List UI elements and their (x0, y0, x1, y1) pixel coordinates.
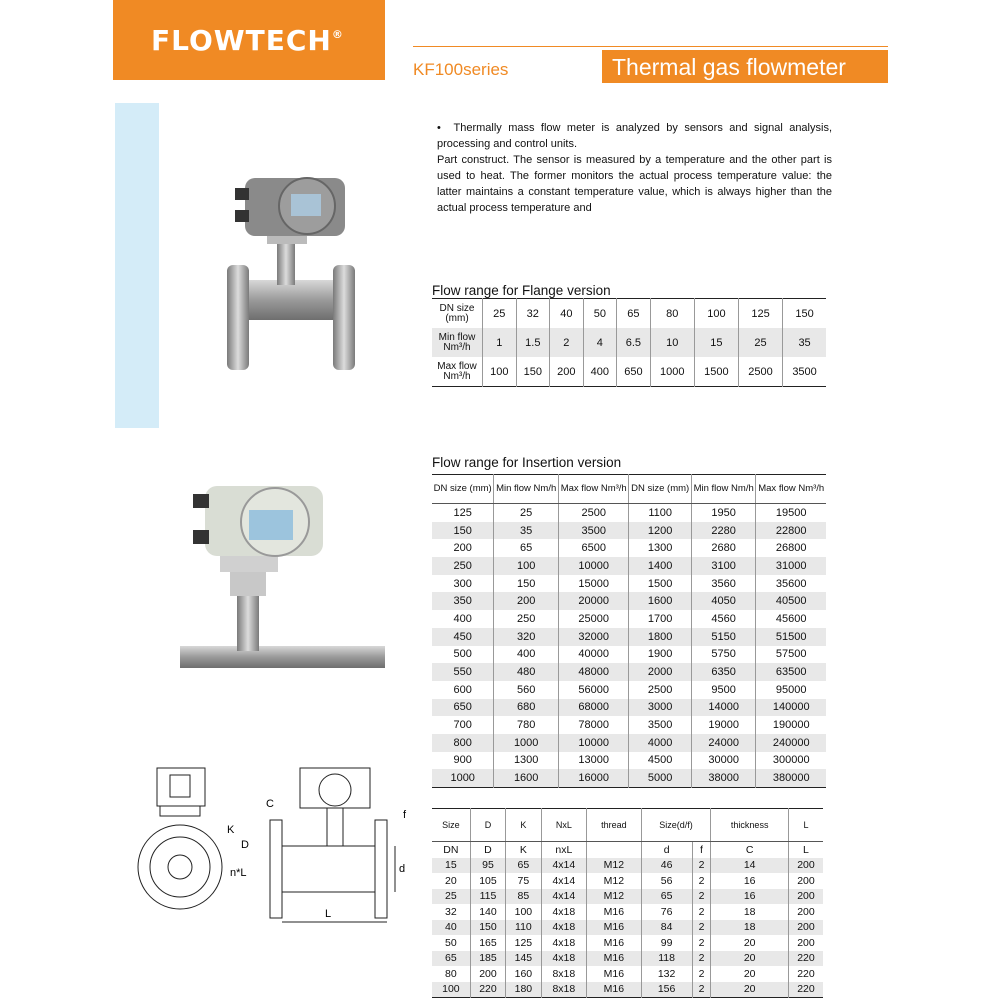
subheader-cell (587, 842, 642, 858)
table-cell: 200 (788, 858, 823, 874)
table-cell: 13000 (558, 752, 629, 770)
table-cell: 56 (641, 873, 692, 889)
column-header: NxL (541, 809, 586, 842)
table-cell: M16 (587, 920, 642, 936)
table-cell: 220 (788, 966, 823, 982)
table-cell: 550 (453, 666, 472, 679)
table-cell: 500 (453, 648, 472, 661)
table-cell: 2000 (629, 663, 691, 681)
table-cell: 1600 (629, 592, 691, 610)
table-cell: 4x14 (541, 873, 586, 889)
table-cell: 4 (583, 328, 617, 357)
table-cell: 20 (711, 935, 789, 951)
table-cell: 200 (788, 873, 823, 889)
row-label: Max flow Nm³/h (437, 360, 477, 382)
table-cell: 105 (470, 873, 505, 889)
table-row (432, 610, 826, 628)
column-header: Size (432, 809, 470, 842)
column-header: thickness (711, 809, 789, 842)
flange-flowmeter-image (215, 160, 365, 375)
table-cell: 2 (692, 889, 711, 905)
table-cell: 5150 (691, 628, 756, 646)
table-cell: 180 (506, 982, 541, 998)
table-cell: 26800 (756, 539, 826, 557)
column-header: Min flow Nm/h (691, 475, 756, 504)
table-row (432, 357, 826, 387)
table-cell: 700 (453, 719, 472, 732)
table-cell: 2500 (738, 357, 782, 387)
table-cell: 3500 (629, 716, 691, 734)
table-row (432, 889, 823, 905)
table-cell: 156 (641, 982, 692, 998)
subheader-cell: DN (443, 843, 459, 856)
table-cell: 20000 (558, 592, 629, 610)
label-l: L (325, 908, 332, 920)
intro-paragraph-1: • Thermally mass flow meter is analyzed by sensors and signal analysis, processing and control units. (437, 122, 832, 150)
flange-flow-table (432, 298, 826, 387)
intro-paragraph-2: Part construct. The sensor is measured by a temperature and the other part is used to heat. The former monitors the actual process temperature value: the latter maintains a constant temperature value, which is always higher than the actual process temperature and (437, 154, 832, 214)
table-cell: M16 (587, 966, 642, 982)
table-cell: 8x18 (541, 982, 586, 998)
dimension-table (432, 808, 823, 998)
table-cell: 3500 (558, 522, 629, 540)
table-row (432, 575, 826, 593)
table-row (432, 935, 823, 951)
table-cell: 15 (694, 328, 738, 357)
product-description (437, 120, 832, 216)
column-header: Min flow Nm/h (494, 475, 559, 504)
table-cell: 14 (711, 858, 789, 874)
table-row (432, 592, 826, 610)
table-cell: 16 (711, 873, 789, 889)
subheader-cell: f (692, 842, 711, 858)
table-cell: 84 (641, 920, 692, 936)
table-cell: 56000 (558, 681, 629, 699)
table-cell: 40 (445, 921, 457, 934)
table-cell: 1100 (629, 504, 691, 522)
table-cell: 20 (711, 951, 789, 967)
table-cell: 4560 (691, 610, 756, 628)
subheader-cell: K (506, 842, 541, 858)
table-cell: 100 (442, 983, 460, 996)
column-header: D (470, 809, 505, 842)
table-row (432, 663, 826, 681)
table-cell: 10 (650, 328, 694, 357)
table-cell: 4x14 (541, 858, 586, 874)
table-cell: 145 (506, 951, 541, 967)
table-cell: 650 (617, 357, 651, 387)
table-row (432, 522, 826, 540)
table-cell: 150 (783, 299, 826, 329)
table-cell: 140000 (756, 699, 826, 717)
table-cell: 50 (445, 936, 457, 949)
table-cell: 4000 (629, 734, 691, 752)
table-cell: 100 (694, 299, 738, 329)
label-nl: n*L (230, 867, 247, 879)
table-cell: 95 (470, 858, 505, 874)
table-cell: 150 (470, 920, 505, 936)
table-cell: 25 (738, 328, 782, 357)
column-header: thread (587, 809, 642, 842)
column-header: Max flow Nm³/h (558, 475, 629, 504)
table-row (432, 752, 826, 770)
table-cell: 1 (483, 328, 517, 357)
table-cell: 22800 (756, 522, 826, 540)
table-cell: 480 (494, 663, 559, 681)
table-cell: 150 (494, 575, 559, 593)
table-cell: M12 (587, 889, 642, 905)
table-row (432, 734, 826, 752)
table-cell: 85 (506, 889, 541, 905)
table-cell: 18 (711, 920, 789, 936)
table-cell: 380000 (756, 769, 826, 787)
table-cell: 25 (483, 299, 517, 329)
table-cell: 2280 (691, 522, 756, 540)
table-cell: 25000 (558, 610, 629, 628)
table-cell: 2 (692, 858, 711, 874)
table-row (432, 769, 826, 787)
table-cell: 1300 (494, 752, 559, 770)
table-cell: 1200 (629, 522, 691, 540)
series-label: KF100series (413, 60, 509, 79)
table-cell: 4x18 (541, 904, 586, 920)
table-cell: 780 (494, 716, 559, 734)
flange-section-title: Flow range for Flange version (432, 283, 611, 298)
table-cell: 4500 (629, 752, 691, 770)
table-cell: 125 (738, 299, 782, 329)
table-cell: 2500 (629, 681, 691, 699)
table-cell: 320 (494, 628, 559, 646)
row-label: DN size (mm) (439, 302, 475, 324)
table-cell: M12 (587, 858, 642, 874)
table-cell: M16 (587, 982, 642, 998)
table-cell: 63500 (756, 663, 826, 681)
label-c: C (266, 798, 274, 810)
table-cell: 185 (470, 951, 505, 967)
table-cell: 46 (641, 858, 692, 874)
table-row (432, 646, 826, 664)
table-cell: 3500 (783, 357, 826, 387)
table-cell: 57500 (756, 646, 826, 664)
subheader-cell: d (641, 842, 692, 858)
table-cell: 125 (453, 506, 472, 519)
column-header: Size(d/f) (641, 809, 711, 842)
table-cell: 40 (550, 299, 584, 329)
table-cell: 50 (583, 299, 617, 329)
table-cell: 1500 (629, 575, 691, 593)
table-cell: 2 (692, 951, 711, 967)
table-cell: 4x14 (541, 889, 586, 905)
table-cell: 2 (692, 904, 711, 920)
table-cell: 16 (711, 889, 789, 905)
table-cell: 350 (453, 595, 472, 608)
table-cell: 19500 (756, 504, 826, 522)
title-banner (602, 50, 888, 83)
table-cell: 18 (711, 904, 789, 920)
table-cell: 65 (641, 889, 692, 905)
table-cell: 200 (788, 920, 823, 936)
table-cell: 2 (692, 966, 711, 982)
table-cell: 800 (453, 736, 472, 749)
label-f: f (403, 809, 407, 821)
table-cell: 2 (692, 982, 711, 998)
table-cell: 200 (788, 889, 823, 905)
table-cell: 1950 (691, 504, 756, 522)
table-cell: 19000 (691, 716, 756, 734)
table-cell: 1.5 (516, 328, 550, 357)
table-cell: 99 (641, 935, 692, 951)
table-header-row (432, 809, 823, 842)
table-cell: 2 (692, 920, 711, 936)
table-header-row (432, 475, 826, 504)
table-row (432, 699, 826, 717)
table-cell: 1800 (629, 628, 691, 646)
table-cell: 95000 (756, 681, 826, 699)
subheader-cell: L (788, 842, 823, 858)
table-cell: 900 (453, 754, 472, 767)
table-cell: 16000 (558, 769, 629, 787)
table-cell: 35600 (756, 575, 826, 593)
insertion-flowmeter-image (175, 478, 395, 678)
table-cell: 45600 (756, 610, 826, 628)
table-cell: 51500 (756, 628, 826, 646)
table-cell: 400 (453, 612, 472, 625)
table-cell: 4x18 (541, 951, 586, 967)
table-cell: 200 (788, 935, 823, 951)
table-cell: 6500 (558, 539, 629, 557)
table-cell: 40000 (558, 646, 629, 664)
product-title: Thermal gas flowmeter (612, 54, 846, 80)
table-row (432, 328, 826, 357)
table-row (432, 504, 826, 522)
table-cell: 2500 (558, 504, 629, 522)
table-cell: 1000 (650, 357, 694, 387)
table-cell: 150 (453, 524, 472, 537)
table-cell: 650 (453, 701, 472, 714)
table-cell: 160 (506, 966, 541, 982)
table-row (432, 873, 823, 889)
table-cell: 220 (470, 982, 505, 998)
table-cell: 20 (711, 982, 789, 998)
table-cell: 6350 (691, 663, 756, 681)
table-cell: 9500 (691, 681, 756, 699)
table-cell: M16 (587, 904, 642, 920)
table-cell: 100 (494, 557, 559, 575)
table-cell: 240000 (756, 734, 826, 752)
table-cell: 25 (445, 890, 457, 903)
table-cell: 600 (453, 683, 472, 696)
table-cell: M16 (587, 951, 642, 967)
table-cell: 1000 (494, 734, 559, 752)
table-cell: 32 (445, 905, 457, 918)
table-row (432, 628, 826, 646)
table-cell: 200 (788, 904, 823, 920)
table-cell: M12 (587, 873, 642, 889)
table-cell: 5000 (629, 769, 691, 787)
subheader-cell: C (711, 842, 789, 858)
table-cell: 14000 (691, 699, 756, 717)
column-header: L (788, 809, 823, 842)
table-cell: 38000 (691, 769, 756, 787)
table-cell: 250 (453, 559, 472, 572)
table-cell: 132 (641, 966, 692, 982)
table-cell: 1700 (629, 610, 691, 628)
table-cell: 75 (506, 873, 541, 889)
table-cell: 1500 (694, 357, 738, 387)
label-d-inner: d (399, 863, 406, 875)
table-cell: 25 (494, 504, 559, 522)
table-cell: 10000 (558, 557, 629, 575)
table-cell: 1400 (629, 557, 691, 575)
table-cell: 20 (711, 966, 789, 982)
table-cell: 65 (445, 952, 457, 965)
table-cell: 65 (506, 858, 541, 874)
table-cell: 100 (483, 357, 517, 387)
table-row (432, 920, 823, 936)
table-row (432, 858, 823, 874)
table-cell: 110 (506, 920, 541, 936)
table-row (432, 904, 823, 920)
table-cell: 24000 (691, 734, 756, 752)
table-cell: 150 (516, 357, 550, 387)
table-cell: 2680 (691, 539, 756, 557)
table-cell: 65 (494, 539, 559, 557)
table-cell: 1900 (629, 646, 691, 664)
table-cell: 1300 (629, 539, 691, 557)
table-cell: 450 (453, 630, 472, 643)
header-rule (413, 46, 888, 47)
table-cell: 200 (550, 357, 584, 387)
table-cell: 3560 (691, 575, 756, 593)
table-cell: 30000 (691, 752, 756, 770)
table-cell: 35 (783, 328, 826, 357)
table-cell: 3000 (629, 699, 691, 717)
table-cell: 4x18 (541, 920, 586, 936)
brand-header (113, 0, 385, 80)
table-row (432, 681, 826, 699)
table-cell: 300 (453, 577, 472, 590)
table-row (432, 557, 826, 575)
insertion-flow-table (432, 474, 826, 788)
table-cell: 31000 (756, 557, 826, 575)
column-header: DN size (mm) (629, 475, 691, 504)
table-cell: 1600 (494, 769, 559, 787)
table-cell: 220 (788, 951, 823, 967)
table-cell: 68000 (558, 699, 629, 717)
label-k: K (227, 824, 235, 836)
table-cell: 8x18 (541, 966, 586, 982)
table-cell: M16 (587, 935, 642, 951)
table-row (432, 951, 823, 967)
table-cell: 78000 (558, 716, 629, 734)
table-row (432, 716, 826, 734)
table-cell: 20 (445, 874, 457, 887)
dimension-drawing (135, 760, 420, 930)
table-cell: 250 (494, 610, 559, 628)
subheader-cell: nxL (541, 842, 586, 858)
table-row (432, 982, 823, 998)
insertion-section-title: Flow range for Insertion version (432, 455, 622, 470)
subheader-cell: D (470, 842, 505, 858)
table-cell: 680 (494, 699, 559, 717)
table-cell: 4x18 (541, 935, 586, 951)
table-cell: 15 (445, 859, 457, 872)
table-cell: 80 (650, 299, 694, 329)
table-cell: 300000 (756, 752, 826, 770)
table-cell: 5750 (691, 646, 756, 664)
table-cell: 1000 (450, 772, 475, 785)
table-cell: 140 (470, 904, 505, 920)
label-d-outer: D (241, 839, 249, 851)
table-cell: 32 (516, 299, 550, 329)
table-cell: 2 (692, 935, 711, 951)
table-cell: 118 (641, 951, 692, 967)
table-cell: 6.5 (617, 328, 651, 357)
table-subheader-row (432, 842, 823, 858)
table-cell: 76 (641, 904, 692, 920)
row-label: Min flow Nm³/h (438, 331, 476, 353)
table-cell: 2 (550, 328, 584, 357)
table-row (432, 539, 826, 557)
table-row (432, 299, 826, 329)
column-header: DN size (mm) (432, 475, 494, 504)
table-row (432, 966, 823, 982)
table-cell: 2 (692, 873, 711, 889)
table-cell: 10000 (558, 734, 629, 752)
table-cell: 190000 (756, 716, 826, 734)
table-cell: 3100 (691, 557, 756, 575)
table-cell: 560 (494, 681, 559, 699)
table-cell: 220 (788, 982, 823, 998)
table-cell: 4050 (691, 592, 756, 610)
brand-logo: FLOWTECH® (151, 24, 344, 57)
table-cell: 200 (470, 966, 505, 982)
table-cell: 200 (494, 592, 559, 610)
side-accent-strip (115, 103, 159, 428)
table-cell: 400 (494, 646, 559, 664)
table-cell: 48000 (558, 663, 629, 681)
table-cell: 65 (617, 299, 651, 329)
table-cell: 32000 (558, 628, 629, 646)
table-cell: 400 (583, 357, 617, 387)
column-header: Max flow Nm³/h (756, 475, 826, 504)
table-cell: 80 (445, 967, 457, 980)
table-cell: 40500 (756, 592, 826, 610)
table-cell: 15000 (558, 575, 629, 593)
table-cell: 35 (494, 522, 559, 540)
table-cell: 165 (470, 935, 505, 951)
column-header: K (506, 809, 541, 842)
table-cell: 100 (506, 904, 541, 920)
table-cell: 125 (506, 935, 541, 951)
table-cell: 115 (470, 889, 505, 905)
table-cell: 200 (453, 542, 472, 555)
